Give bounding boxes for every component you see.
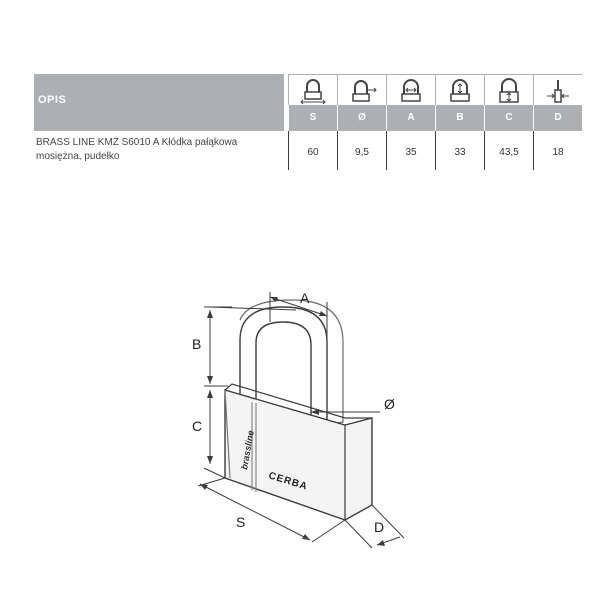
- column-letter: C: [505, 112, 513, 123]
- dimension-label-c: C: [192, 418, 203, 434]
- column-diameter: [337, 74, 386, 170]
- column-b: [435, 74, 484, 170]
- column-letter: A: [407, 112, 415, 123]
- dimension-label-b: B: [192, 336, 202, 352]
- column-value: 35: [405, 147, 417, 158]
- padlock-dimension-drawing: [180, 285, 420, 555]
- column-letter: Ø: [358, 112, 366, 123]
- table-header-opis: [34, 74, 284, 131]
- column-d: [533, 74, 582, 170]
- body-depth-icon: [533, 74, 582, 105]
- engraving-brassline: brassline: [239, 429, 256, 471]
- column-letter: D: [554, 112, 562, 123]
- shackle-inner-width-icon: [386, 74, 435, 105]
- column-a: [386, 74, 435, 170]
- column-c: [484, 74, 533, 170]
- column-value: 60: [307, 147, 319, 158]
- column-s: [288, 74, 337, 170]
- dimension-label-diameter: Ø: [384, 396, 395, 412]
- column-value: 43,5: [499, 147, 519, 158]
- column-value: 18: [552, 147, 564, 158]
- body-height-icon: [484, 74, 533, 105]
- shackle-clearance-icon: [435, 74, 484, 105]
- dimension-label-a: A: [300, 290, 310, 306]
- engraving-brand: CERBA: [267, 470, 310, 493]
- dimension-label-s: S: [236, 514, 246, 530]
- padlock-width-icon: [288, 74, 337, 105]
- column-letter: B: [456, 112, 464, 123]
- column-value: 33: [454, 147, 466, 158]
- product-description: BRASS LINE KMZ S6010 A Kłódka pałąkowa mosiężna, pudełko: [36, 137, 238, 162]
- column-letter: S: [309, 112, 317, 123]
- dimension-label-d: D: [374, 519, 385, 535]
- shackle-diameter-icon: [337, 74, 386, 105]
- spec-table: [34, 74, 587, 170]
- header-label: OPIS: [38, 94, 67, 106]
- column-value: 9,5: [355, 147, 369, 158]
